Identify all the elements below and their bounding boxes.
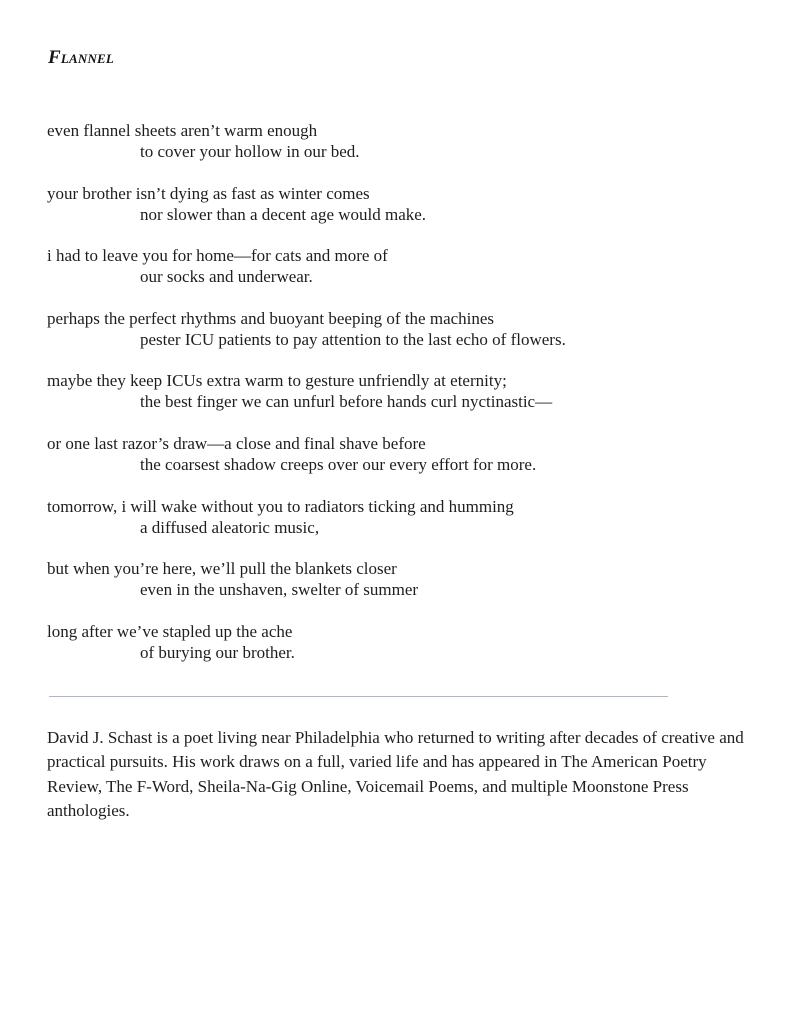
stanza xyxy=(47,370,747,433)
poem-line: even flannel sheets aren’t warm enough xyxy=(47,121,318,140)
poem-line: but when you’re here, we’ll pull the blankets closer xyxy=(47,559,397,579)
stanza xyxy=(47,496,747,559)
stanza xyxy=(47,245,747,308)
poem-body xyxy=(47,120,747,683)
poem-line: perhaps the perfect rhythms and buoyant beeping of the machines xyxy=(47,308,495,328)
poem-line-indented: a diffused aleatoric music, xyxy=(140,517,320,537)
stanza xyxy=(47,183,747,246)
stanza xyxy=(47,120,747,183)
author-bio: David J. Schast is a poet living near Philadelphia who returned to writing after decades of creative and practical pursuits. His work draws on a full, varied life and has appeared in The American Poetry Review, The F-Word, Sheila-Na-Gig Online, Voicemail Poems, and multiple Moonstone Press anthologies. xyxy=(47,728,744,820)
poem-line-indented: the coarsest shadow creeps over our every effort for more. xyxy=(140,454,537,474)
poem-line-indented: of burying our brother. xyxy=(140,642,295,662)
poem-line: i had to leave you for home—for cats and more of xyxy=(47,246,388,266)
poem-line: tomorrow, i will wake without you to radiators ticking and humming xyxy=(47,496,514,516)
horizontal-divider xyxy=(49,696,668,697)
stanza xyxy=(47,308,747,371)
stanza xyxy=(47,558,747,621)
poem-line-indented: nor slower than a decent age would make. xyxy=(140,204,427,224)
poem-line: long after we’ve stapled up the ache xyxy=(47,621,293,641)
poem-line: maybe they keep ICUs extra warm to gesture unfriendly at eternity; xyxy=(47,371,507,391)
poem-line-indented: even in the unshaven, swelter of summer xyxy=(140,580,419,600)
stanza xyxy=(47,433,747,496)
poem-title: Flannel xyxy=(48,47,115,68)
stanza xyxy=(47,621,747,684)
poem-line-indented: our socks and underwear. xyxy=(140,267,313,287)
poem-line-indented: the best finger we can unfurl before hands curl nyctinastic— xyxy=(140,392,553,412)
poem-line: your brother isn’t dying as fast as winter comes xyxy=(47,183,370,203)
poem-line: or one last razor’s draw—a close and final shave before xyxy=(47,433,426,453)
poem-line-indented: to cover your hollow in our bed. xyxy=(140,142,360,161)
poem-line-indented: pester ICU patients to pay attention to the last echo of flowers. xyxy=(140,329,566,349)
